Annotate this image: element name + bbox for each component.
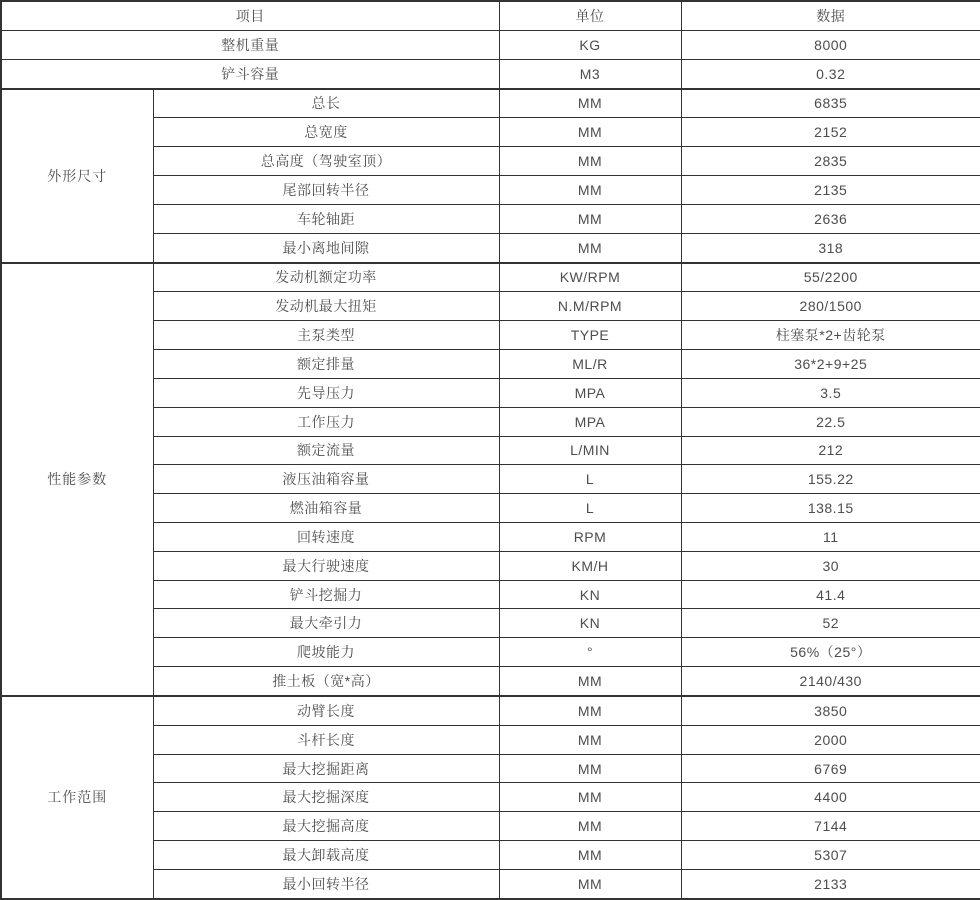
unit-cell: MM: [499, 233, 681, 262]
item-cell: 总长: [153, 89, 499, 118]
unit-cell: MPA: [499, 378, 681, 407]
item-cell: 液压油箱容量: [153, 465, 499, 494]
item-cell: 工作压力: [153, 407, 499, 436]
unit-cell: KN: [499, 580, 681, 609]
group-label: 性能参数: [1, 263, 153, 696]
value-cell: 2140/430: [681, 667, 980, 696]
value-cell: 2636: [681, 204, 980, 233]
unit-cell: L/MIN: [499, 436, 681, 465]
item-cell: 发动机额定功率: [153, 263, 499, 292]
unit-cell: RPM: [499, 522, 681, 551]
value-cell: 280/1500: [681, 292, 980, 321]
unit-cell: KG: [499, 30, 681, 59]
item-cell: 最大挖掘高度: [153, 812, 499, 841]
value-cell: 138.15: [681, 494, 980, 523]
group-label: 外形尺寸: [1, 89, 153, 263]
value-cell: 56%（25°）: [681, 638, 980, 667]
item-cell: 整机重量: [1, 30, 499, 59]
unit-cell: KM/H: [499, 551, 681, 580]
value-cell: 4400: [681, 783, 980, 812]
col-header-unit: 单位: [499, 1, 681, 30]
unit-cell: MM: [499, 176, 681, 205]
item-cell: 最小离地间隙: [153, 233, 499, 262]
item-cell: 铲斗挖掘力: [153, 580, 499, 609]
col-header-item: 项目: [1, 1, 499, 30]
unit-cell: MM: [499, 667, 681, 696]
item-cell: 总宽度: [153, 118, 499, 147]
table-row: [1, 89, 980, 118]
unit-cell: °: [499, 638, 681, 667]
item-cell: 燃油箱容量: [153, 494, 499, 523]
group-label: 工作范围: [1, 696, 153, 899]
value-cell: 2152: [681, 118, 980, 147]
item-cell: 车轮轴距: [153, 204, 499, 233]
value-cell: 6769: [681, 754, 980, 783]
value-cell: 2133: [681, 869, 980, 899]
value-cell: 2835: [681, 147, 980, 176]
unit-cell: L: [499, 494, 681, 523]
table-row: [1, 59, 980, 88]
col-header-data: 数据: [681, 1, 980, 30]
item-cell: 最大卸载高度: [153, 841, 499, 870]
item-cell: 最大挖掘距离: [153, 754, 499, 783]
item-cell: 先导压力: [153, 378, 499, 407]
item-cell: 斗杆长度: [153, 725, 499, 754]
value-cell: 0.32: [681, 59, 980, 88]
item-cell: 动臂长度: [153, 696, 499, 725]
item-cell: 最大行驶速度: [153, 551, 499, 580]
unit-cell: MM: [499, 841, 681, 870]
unit-cell: KW/RPM: [499, 263, 681, 292]
table-row: [1, 30, 980, 59]
unit-cell: KN: [499, 609, 681, 638]
item-cell: 尾部回转半径: [153, 176, 499, 205]
value-cell: 36*2+9+25: [681, 350, 980, 379]
value-cell: 11: [681, 522, 980, 551]
value-cell: 41.4: [681, 580, 980, 609]
unit-cell: L: [499, 465, 681, 494]
value-cell: 5307: [681, 841, 980, 870]
value-cell: 155.22: [681, 465, 980, 494]
value-cell: 3850: [681, 696, 980, 725]
item-cell: 推土板（宽*高）: [153, 667, 499, 696]
value-cell: 52: [681, 609, 980, 638]
value-cell: 7144: [681, 812, 980, 841]
unit-cell: TYPE: [499, 321, 681, 350]
value-cell: 212: [681, 436, 980, 465]
unit-cell: MM: [499, 725, 681, 754]
unit-cell: ML/R: [499, 350, 681, 379]
unit-cell: MM: [499, 812, 681, 841]
value-cell: 6835: [681, 89, 980, 118]
value-cell: 3.5: [681, 378, 980, 407]
value-cell: 318: [681, 233, 980, 262]
value-cell: 柱塞泵*2+齿轮泵: [681, 321, 980, 350]
item-cell: 主泵类型: [153, 321, 499, 350]
item-cell: 最大牵引力: [153, 609, 499, 638]
unit-cell: MM: [499, 118, 681, 147]
unit-cell: MM: [499, 204, 681, 233]
unit-cell: MPA: [499, 407, 681, 436]
item-cell: 回转速度: [153, 522, 499, 551]
unit-cell: MM: [499, 89, 681, 118]
table-row: [1, 696, 980, 725]
item-cell: 最大挖掘深度: [153, 783, 499, 812]
unit-cell: MM: [499, 783, 681, 812]
item-cell: 爬坡能力: [153, 638, 499, 667]
unit-cell: MM: [499, 754, 681, 783]
item-cell: 额定排量: [153, 350, 499, 379]
unit-cell: MM: [499, 696, 681, 725]
unit-cell: MM: [499, 147, 681, 176]
item-cell: 总高度（驾驶室顶）: [153, 147, 499, 176]
value-cell: 30: [681, 551, 980, 580]
unit-cell: MM: [499, 869, 681, 899]
header-row: [1, 1, 980, 30]
item-cell: 额定流量: [153, 436, 499, 465]
item-cell: 铲斗容量: [1, 59, 499, 88]
unit-cell: M3: [499, 59, 681, 88]
item-cell: 最小回转半径: [153, 869, 499, 899]
value-cell: 22.5: [681, 407, 980, 436]
value-cell: 2000: [681, 725, 980, 754]
item-cell: 发动机最大扭矩: [153, 292, 499, 321]
value-cell: 55/2200: [681, 263, 980, 292]
value-cell: 8000: [681, 30, 980, 59]
table-row: [1, 263, 980, 292]
spec-table-body: [1, 1, 980, 899]
value-cell: 2135: [681, 176, 980, 205]
unit-cell: N.M/RPM: [499, 292, 681, 321]
